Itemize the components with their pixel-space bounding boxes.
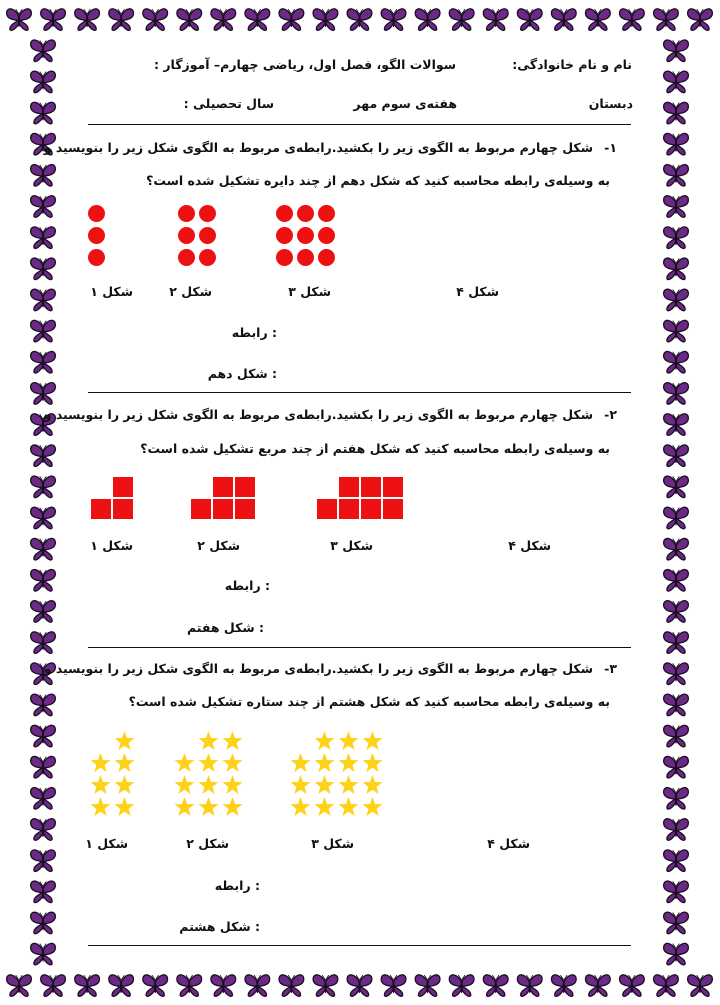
q1-figure-4-label: شکل ۴ — [456, 284, 499, 299]
square-icon — [382, 476, 404, 498]
star-icon — [90, 797, 111, 818]
q1-figure-2 — [178, 205, 220, 267]
q2-figure-2-label: شکل ۲ — [197, 538, 240, 553]
square-icon — [112, 498, 134, 520]
star-icon — [198, 753, 219, 774]
star-icon — [114, 797, 135, 818]
star-icon — [174, 753, 195, 774]
q3-figure-3-label: شکل ۳ — [311, 836, 354, 851]
square-icon — [360, 498, 382, 520]
circle-icon — [199, 205, 216, 222]
question-1-line-1: شکل چهارم مربوط به الگوی زیر را بکشید.رابطه‌ی مربوط به الگوی شکل زیر را بنویسید و — [43, 140, 593, 155]
star-icon — [222, 797, 243, 818]
q1-relation-label: : رابطه — [231, 325, 277, 340]
circle-icon — [178, 205, 195, 222]
star-icon — [362, 753, 383, 774]
star-icon — [290, 775, 311, 796]
circle-icon — [199, 249, 216, 266]
star-icon — [314, 753, 335, 774]
school-year-label: سال تحصیلی : — [183, 96, 274, 111]
star-icon — [338, 753, 359, 774]
square-icon — [190, 498, 212, 520]
question-3-number: ۳- — [604, 661, 617, 676]
circle-icon — [88, 205, 105, 222]
star-icon — [114, 775, 135, 796]
circle-icon — [178, 249, 195, 266]
question-2-line-1: شکل چهارم مربوط به الگوی زیر را بکشید.رابطه‌ی مربوط به الگوی شکل زیر را بنویسید و — [43, 407, 593, 422]
q3-figure-3 — [290, 731, 386, 815]
q2-target-figure-label: : شکل هفتم — [187, 620, 264, 635]
q3-figure-2-label: شکل ۲ — [186, 836, 229, 851]
q2-figure-2 — [190, 476, 256, 520]
q3-figure-2 — [174, 731, 246, 815]
star-icon — [222, 775, 243, 796]
square-icon — [212, 476, 234, 498]
circle-icon — [88, 227, 105, 244]
circle-icon — [318, 249, 335, 266]
square-icon — [234, 498, 256, 520]
square-icon — [338, 498, 360, 520]
q3-relation-label: : رابطه — [214, 878, 260, 893]
question-2-divider — [88, 647, 631, 648]
square-icon — [112, 476, 134, 498]
star-icon — [222, 753, 243, 774]
circle-icon — [178, 227, 195, 244]
q2-figure-3 — [316, 476, 404, 520]
star-icon — [114, 731, 135, 752]
header-divider — [88, 124, 631, 125]
circle-icon — [297, 205, 314, 222]
circle-icon — [297, 227, 314, 244]
star-icon — [362, 731, 383, 752]
star-icon — [222, 731, 243, 752]
star-icon — [198, 775, 219, 796]
circle-icon — [276, 227, 293, 244]
circle-icon — [276, 205, 293, 222]
star-icon — [114, 753, 135, 774]
square-icon — [360, 476, 382, 498]
circle-icon — [88, 249, 105, 266]
q3-figure-4-label: شکل ۴ — [487, 836, 530, 851]
circle-icon — [297, 249, 314, 266]
circle-icon — [199, 227, 216, 244]
question-1-line-2: به وسیله‌ی رابطه محاسبه کنید که شکل دهم از چند دایره تشکیل شده است؟ — [146, 173, 610, 188]
square-icon — [316, 498, 338, 520]
star-icon — [338, 797, 359, 818]
square-icon — [234, 476, 256, 498]
q3-target-figure-label: : شکل هشتم — [179, 919, 260, 934]
q1-figure-1-label: شکل ۱ — [90, 284, 133, 299]
star-icon — [314, 775, 335, 796]
q1-figure-3-label: شکل ۳ — [288, 284, 331, 299]
q2-figure-3-label: شکل ۳ — [330, 538, 373, 553]
square-icon — [382, 498, 404, 520]
question-3-divider — [88, 945, 631, 946]
star-icon — [198, 797, 219, 818]
q1-figure-3 — [276, 205, 338, 267]
star-icon — [314, 797, 335, 818]
question-1-divider — [88, 392, 631, 393]
star-icon — [338, 775, 359, 796]
star-icon — [338, 731, 359, 752]
student-name-label: نام و نام خانوادگی: — [512, 57, 632, 72]
star-icon — [174, 797, 195, 818]
question-3-line-1: شکل چهارم مربوط به الگوی زیر را بکشید.رابطه‌ی مربوط به الگوی شکل زیر را بنویسید و — [43, 661, 593, 676]
star-icon — [362, 797, 383, 818]
week-label: هفته‌ی سوم مهر — [353, 96, 457, 111]
star-icon — [290, 797, 311, 818]
school-label: دبستان — [588, 96, 633, 111]
star-icon — [90, 775, 111, 796]
q1-target-figure-label: : شکل دهم — [207, 366, 277, 381]
circle-icon — [318, 227, 335, 244]
q3-figure-1 — [90, 731, 138, 815]
star-icon — [314, 731, 335, 752]
star-icon — [90, 753, 111, 774]
question-2-line-2: به وسیله‌ی رابطه محاسبه کنید که شکل هفتم از چند مربع تشکیل شده است؟ — [140, 441, 610, 456]
q2-figure-1-label: شکل ۱ — [90, 538, 133, 553]
star-icon — [362, 775, 383, 796]
q1-figure-2-label: شکل ۲ — [169, 284, 212, 299]
q2-relation-label: : رابطه — [224, 578, 270, 593]
q2-figure-4-label: شکل ۴ — [508, 538, 551, 553]
question-1-number: ۱- — [604, 140, 617, 155]
square-icon — [212, 498, 234, 520]
circle-icon — [276, 249, 293, 266]
q3-figure-1-label: شکل ۱ — [85, 836, 128, 851]
square-icon — [90, 498, 112, 520]
question-2-number: ۲- — [604, 407, 617, 422]
worksheet-title: سوالات الگو، فصل اول، ریاضی چهارم– آموزگار : — [154, 57, 456, 72]
q1-figure-1 — [88, 205, 110, 267]
square-icon — [338, 476, 360, 498]
star-icon — [290, 753, 311, 774]
circle-icon — [318, 205, 335, 222]
star-icon — [198, 731, 219, 752]
star-icon — [174, 775, 195, 796]
q2-figure-1 — [90, 476, 134, 520]
question-3-line-2: به وسیله‌ی رابطه محاسبه کنید که شکل هشتم از چند ستاره تشکیل شده است؟ — [128, 694, 610, 709]
